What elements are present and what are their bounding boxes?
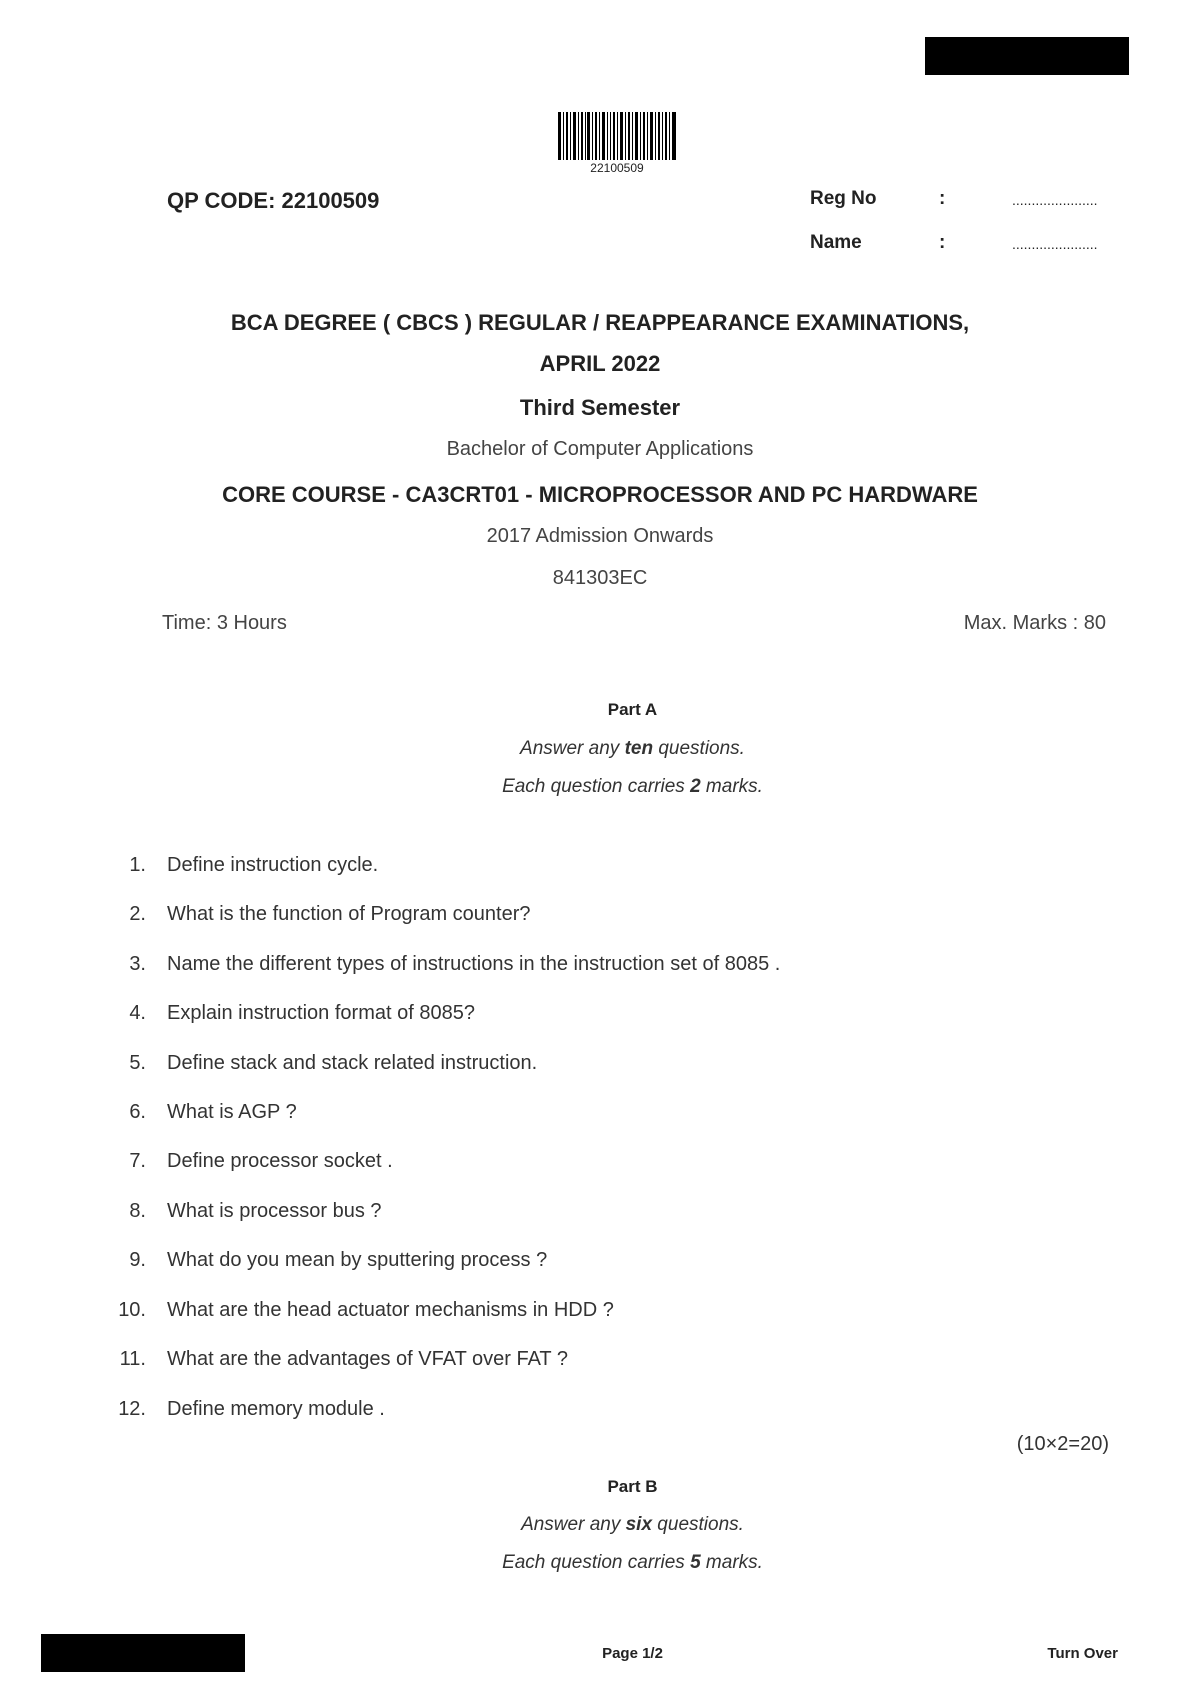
barcode-number: 22100509 — [590, 161, 644, 175]
page-number: Page 1/2 — [602, 1645, 663, 1662]
name-field: ...................... — [1012, 236, 1098, 252]
part-b-instruction-1: Answer any six questions. — [521, 1514, 744, 1535]
name-label: Name — [810, 232, 862, 253]
barcode — [558, 112, 676, 160]
turn-over-note: Turn Over — [1047, 1645, 1118, 1662]
part-a-marks-summary: (10×2=20) — [1016, 1433, 1109, 1455]
reg-no-colon: : — [939, 188, 946, 209]
part-a-title: Part A — [607, 700, 658, 719]
semester: Third Semester — [519, 395, 681, 420]
exam-title-line1: BCA DEGREE ( CBCS ) REGULAR / REAPPEARANCE EXAMINATIONS, — [230, 310, 970, 335]
reg-no-label: Reg No — [810, 188, 877, 209]
part-a-instruction-1: Answer any ten questions. — [520, 738, 745, 759]
qp-code: QP CODE: 22100509 — [167, 188, 380, 213]
exam-time: Time: 3 Hours — [162, 612, 287, 634]
max-marks: Max. Marks : 80 — [963, 612, 1106, 634]
admission-note: 2017 Admission Onwards — [486, 525, 714, 547]
part-a-instruction-2: Each question carries 2 marks. — [502, 776, 763, 797]
course-title: CORE COURSE - CA3CRT01 - MICROPROCESSOR AND PC HARDWARE — [222, 482, 978, 507]
part-b-title: Part B — [607, 1477, 658, 1496]
redaction-bar-top — [925, 37, 1129, 75]
part-b-instruction-2: Each question carries 5 marks. — [502, 1552, 763, 1573]
program-name: Bachelor of Computer Applications — [446, 438, 754, 460]
reg-no-field: ...................... — [1012, 192, 1098, 208]
exam-title-line2: APRIL 2022 — [539, 351, 661, 376]
name-colon: : — [939, 232, 946, 253]
paper-code: 841303EC — [552, 567, 648, 589]
